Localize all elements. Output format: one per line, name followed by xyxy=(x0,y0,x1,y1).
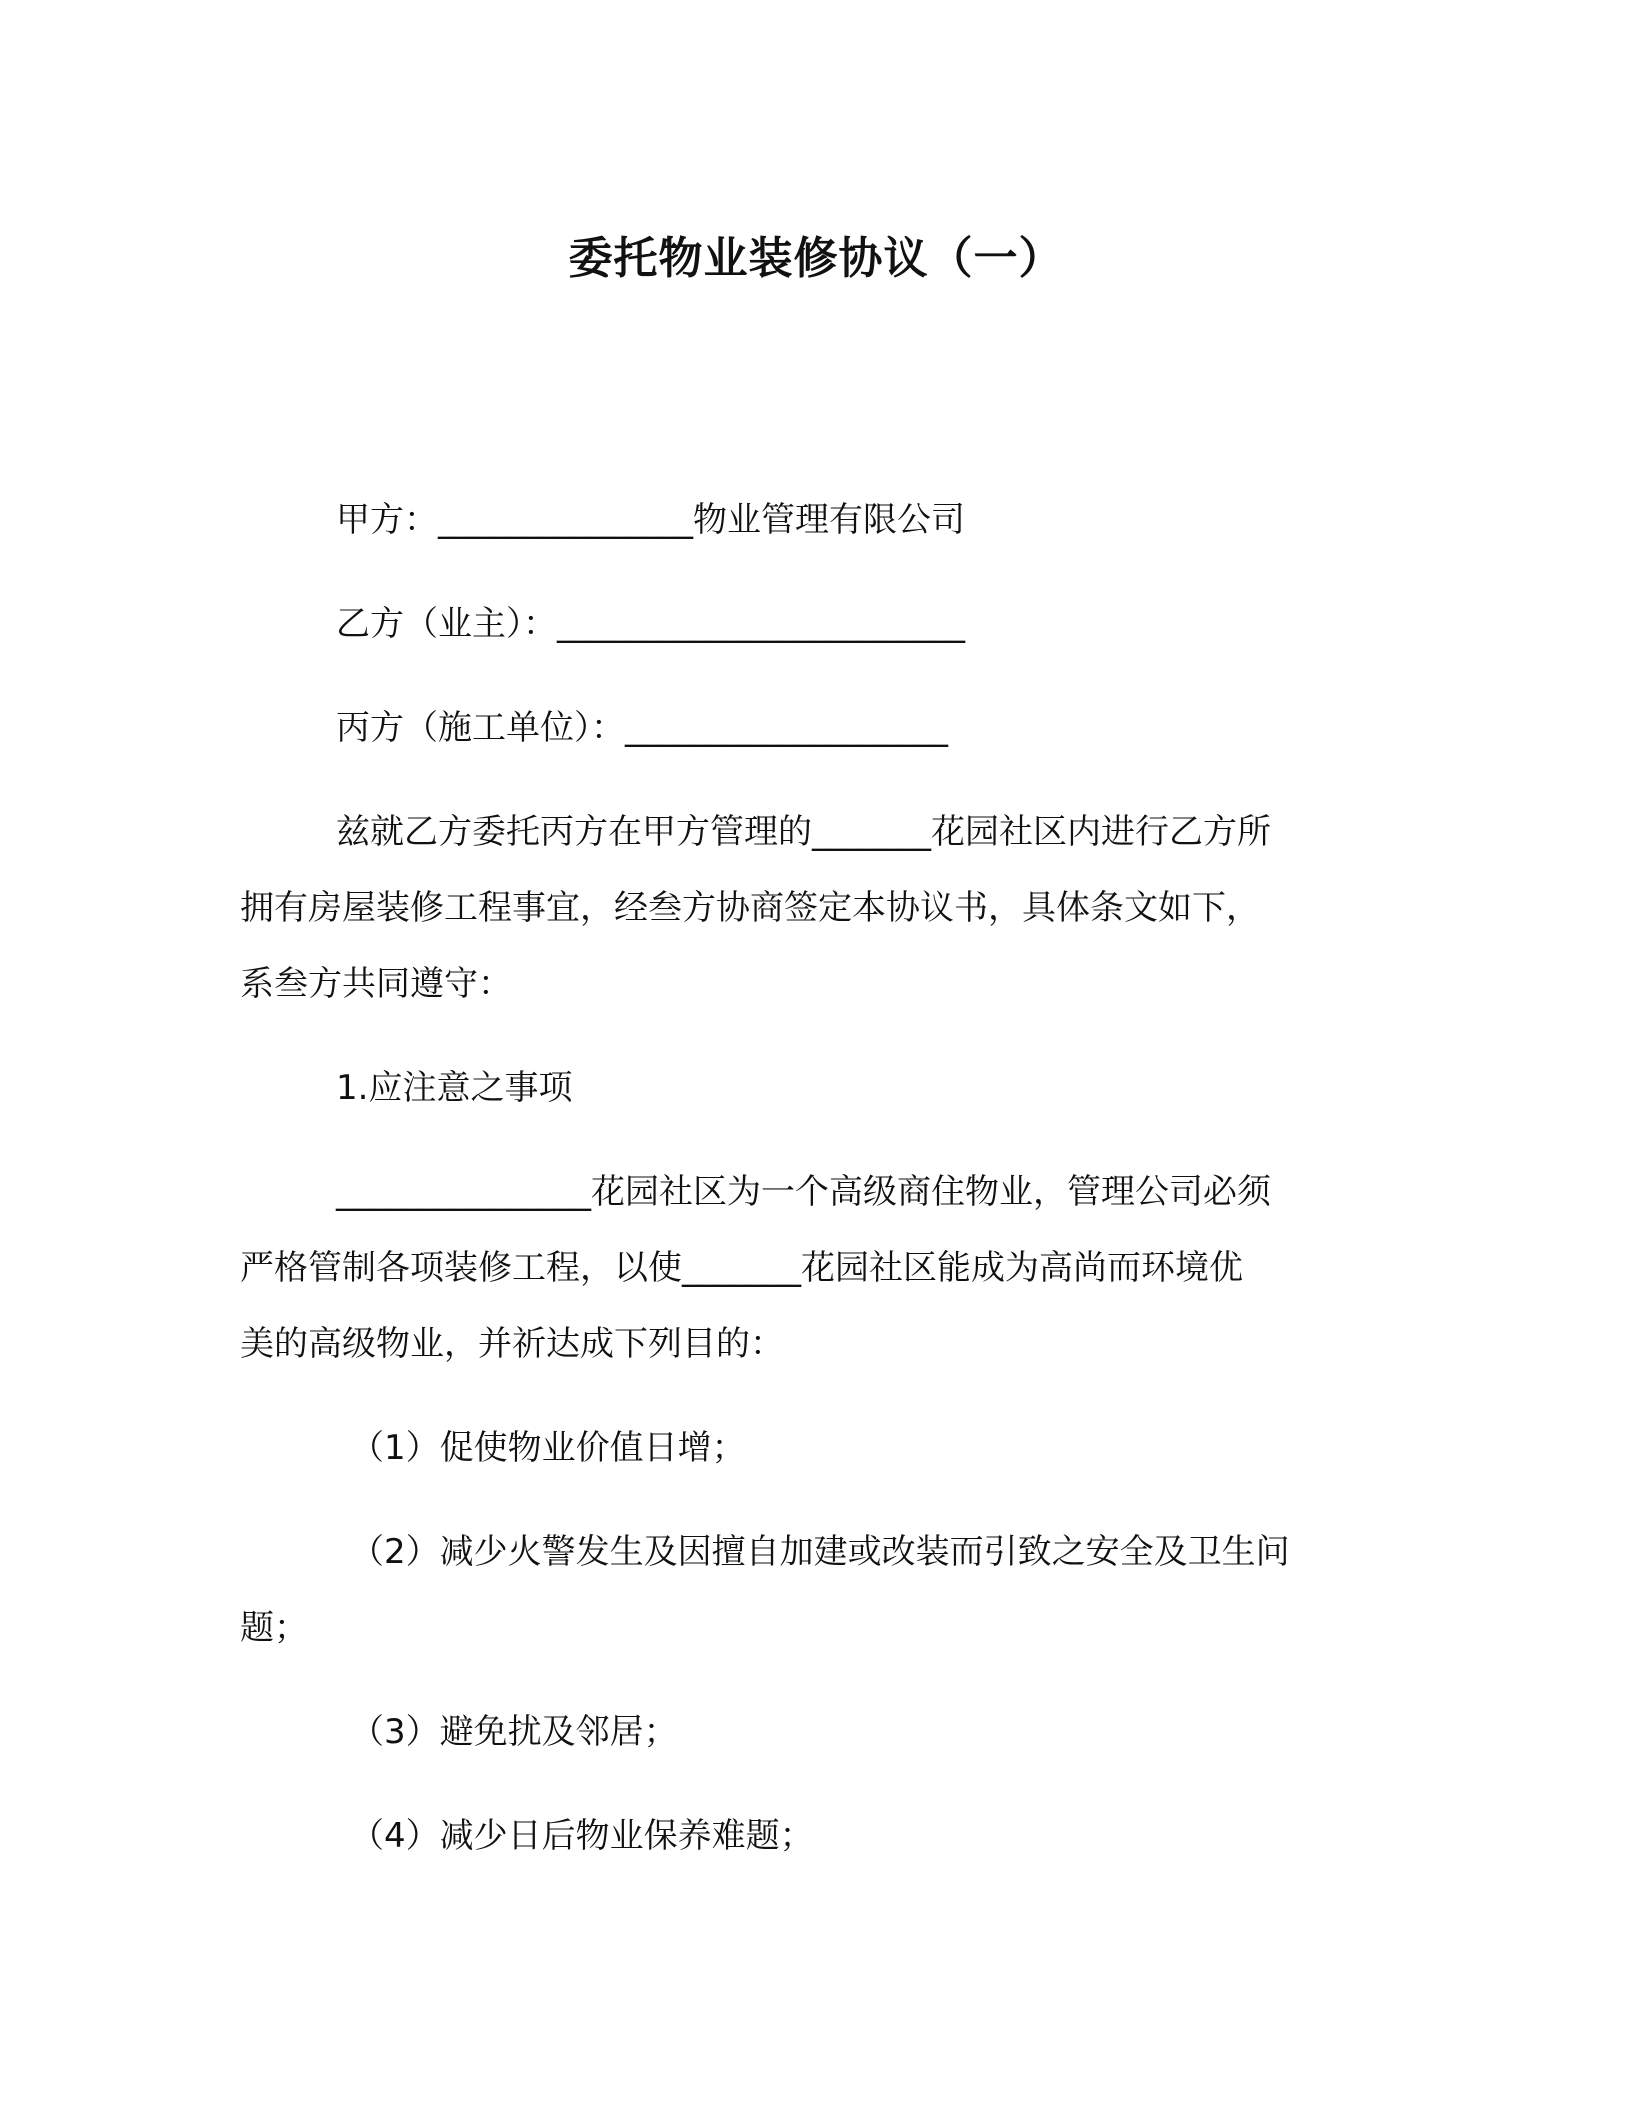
intro-line-3: 系叁方共同遵守： xyxy=(240,964,512,1004)
party-a-line: 甲方：_______________物业管理有限公司 xyxy=(336,500,965,540)
section-para-line-2: 严格管制各项装修工程，以使_______花园社区能成为高尚而环境优 xyxy=(240,1248,1243,1288)
intro-line-2: 拥有房屋装修工程事宜，经叁方协商签定本协议书，具体条文如下， xyxy=(240,888,1260,928)
section-para-line-1: _______________花园社区为一个高级商住物业，管理公司必须 xyxy=(336,1172,1271,1212)
party-b-line: 乙方（业主）：________________________ xyxy=(336,604,965,644)
section-heading: 1.应注意之事项 xyxy=(336,1068,573,1108)
goal-item-2: （2）减少火警发生及因擅自加建或改装而引致之安全及卫生问 xyxy=(350,1532,1290,1572)
intro-line-1: 兹就乙方委托丙方在甲方管理的_______花园社区内进行乙方所 xyxy=(336,812,1271,852)
goal-item-4: （4）减少日后物业保养难题； xyxy=(350,1816,814,1856)
goal-item-1: （1）促使物业价值日增； xyxy=(350,1428,746,1468)
goal-item-2-cont: 题； xyxy=(240,1608,308,1648)
section-para-line-3: 美的高级物业，并祈达成下列目的： xyxy=(240,1324,784,1364)
document-title: 委托物业装修协议（一） xyxy=(568,233,1064,284)
party-c-line: 丙方（施工单位）：___________________ xyxy=(336,708,948,748)
goal-item-3: （3）避免扰及邻居； xyxy=(350,1712,678,1752)
